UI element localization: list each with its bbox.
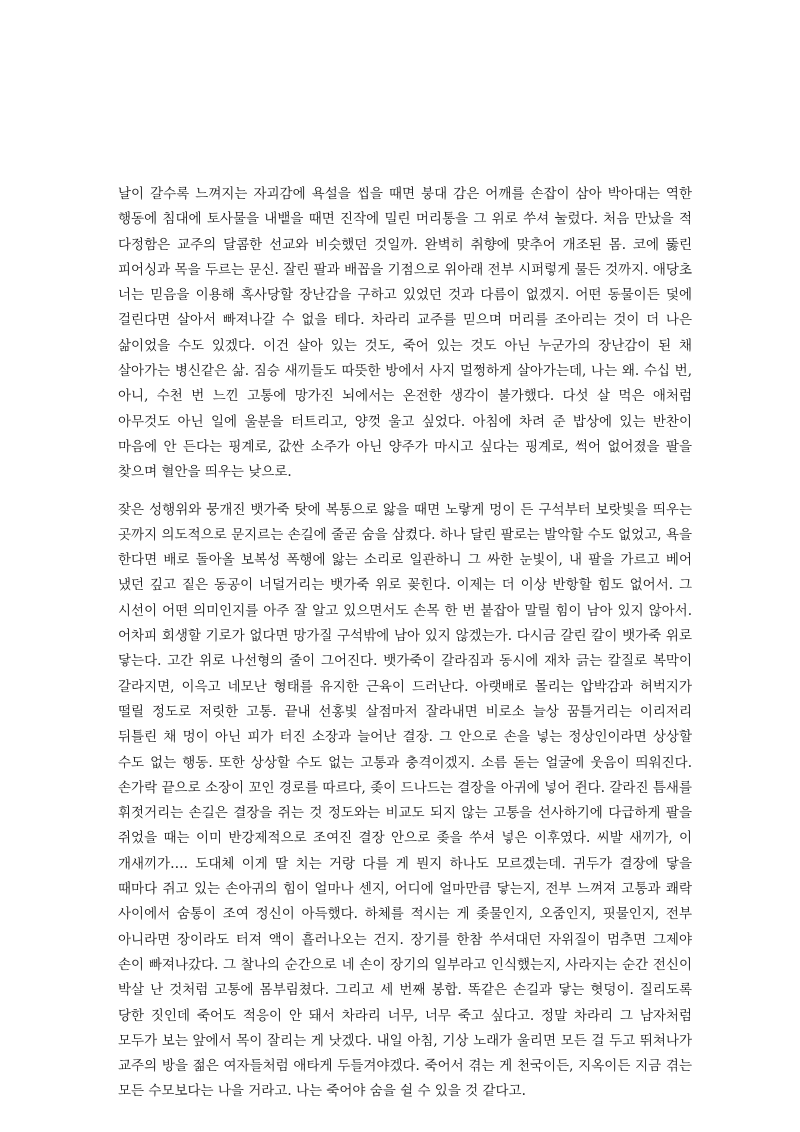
paragraph-2: 잦은 성행위와 뭉개진 뱃가죽 탓에 복통으로 앓을 때면 노랗게 멍이 든 구석부터 보랏빛을 띄우는 곳까지 의도적으로 문지르는 손길에 줄곧 숨을 삼켰다. 하나 달린 팔로는 발악할 수도 없었고, 욕을 한다면 배로 돌아올 보복성 폭행에 앓는 소리로 일관하니 그 싸한 눈빛이, 내 팔을 가르고 베어 냈던 깊고 짙은 동공이 너덜거리는 뱃가죽 위로 꽂힌다. 이제는 더 이상 반항할 힘도 없어서. 그 시선이 어떤 의미인지를 아주 잘 알고 있으면서도 손목 한 번 붙잡아 말릴 힘이 남아 있지 않아서. 어차피 회생할 기로가 없다면 망가질 구석밖에 남아 있지 않겠는가. 다시금 갈린 칼이 뱃가죽 위로 닿는다. 고간 위로 나선형의 줄이 그어진다. 뱃가죽이 갈라짐과 동시에 재차 긁는 칼질로 복막이 갈라지면, 이윽고 네모난 형태를 유지한 근육이 드러난다. 아랫배로 몰리는 압박감과 허벅지가 떨릴 정도로 저릿한 고통. 끝내 선홍빛 살점마저 잘라내면 비로소 늘상 꿈틀거리는 이리저리 뒤틀린 채 멍이 아닌 피가 터진 소장과 늘어난 결장. 그 안으로 손을 넣는 정상인이라면 상상할 수도 없는 행동. 또한 상상할 수도 없는 고통과 충격이겠지. 소름 돋는 얼굴에 웃음이 띄워진다. 손가락 끝으로 소장이 꼬인 경로를 따르다, 좆이 드나드는 결장을 아귀에 넣어 쥔다. 갈라진 틈새를 휘젓거리는 손길은 결장을 쥐는 것 정도와는 비교도 되지 않는 고통을 선사하기에 다급하게 팔을 쥐었을 때는 이미 반강제적으로 조여진 결장 안으로 좆을 쑤셔 넣은 이후였다. 씨발 새끼가, 이 개새끼가…. 도대체 이게 딸 치는 거랑 다를 게 뭔지 하나도 모르겠는데. 귀두가 결장에 닿을 때마다 쥐고 있는 손아귀의 힘이 얼마나 센지, 어디에 얼마만큼 닿는지, 전부 느껴져 고통과 쾌락 사이에서 숨통이 조여 정신이 아득했다. 하체를 적시는 게 좆물인지, 오줌인지, 핏물인지, 전부 아니라면 장이라도 터져 액이 흘러나오는 건지. 장기를 한참 쑤셔대던 자위질이 멈추면 그제야 손이 빠져나갔다. 그 찰나의 순간으로 네 손이 장기의 일부라고 인식했는지, 사라지는 순간 전신이 박살 난 것처럼 고통에 몸부림쳤다. 그리고 세 번째 봉합. 똑같은 손길과 닿는 혓덩이. 질리도록 당한 짓인데 죽어도 적응이 안 돼서 차라리 너무, 너무 죽고 싶다고. 정말 차라리 그 남자처럼 모두가 보는 앞에서 목이 잘리는 게 낫겠다. 내일 아침, 기상 노래가 울리면 모든 걸 두고 뛰쳐나가 교주의 방을 젊은 여자들처럼 애타게 두들겨야겠다. 죽어서 겪는 게 천국이든, 지옥이든 지금 겪는 모든 수모보다는 나을 거라고. 나는 죽어야 숨을 쉴 수 있을 것 같다고. <box>118 501 692 1100</box>
paragraph-1: 날이 갈수록 느껴지는 자괴감에 욕설을 씹을 때면 붕대 감은 어깨를 손잡이 삼아 박아대는 역한 행동에 침대에 토사물을 내뱉을 때면 진작에 밀린 머리통을 그 위로 쑤셔 눌렀다. 처음 만났을 적 다정함은 교주의 달콤한 선교와 비슷했던 것일까. 완벽히 취향에 맞추어 개조된 몸. 코에 뚫린 피어싱과 목을 두르는 문신. 잘린 팔과 배꼽을 기점으로 위아래 전부 시퍼렇게 물든 것까지. 애당초 너는 믿음을 이용해 혹사당할 장난감을 구하고 있었던 것과 다름이 없겠지. 어떤 동물이든 덫에 걸린다면 살아서 빠져나갈 수 없을 테다. 차라리 교주를 믿으며 머리를 조아리는 것이 더 나은 삶이었을 수도 있겠다. 이건 살아 있는 것도, 죽어 있는 것도 아닌 누군가의 장난감이 된 채 살아가는 병신같은 삶. 짐승 새끼들도 따뜻한 방에서 사지 멀쩡하게 살아가는데, 나는 왜. 수십 번, 아니, 수천 번 느낀 고통에 망가진 뇌에서는 온전한 생각이 불가했다. 다섯 살 먹은 애처럼 아무것도 아닌 일에 울분을 터트리고, 양껏 울고 싶었다. 아침에 차려 준 밥상에 있는 반찬이 마음에 안 든다는 핑계로, 값싼 소주가 아닌 양주가 마시고 싶다는 핑계로, 썩어 없어졌을 팔을 찾으며 혈안을 띄우는 낮으로. <box>118 186 692 481</box>
body-text <box>118 182 692 1105</box>
